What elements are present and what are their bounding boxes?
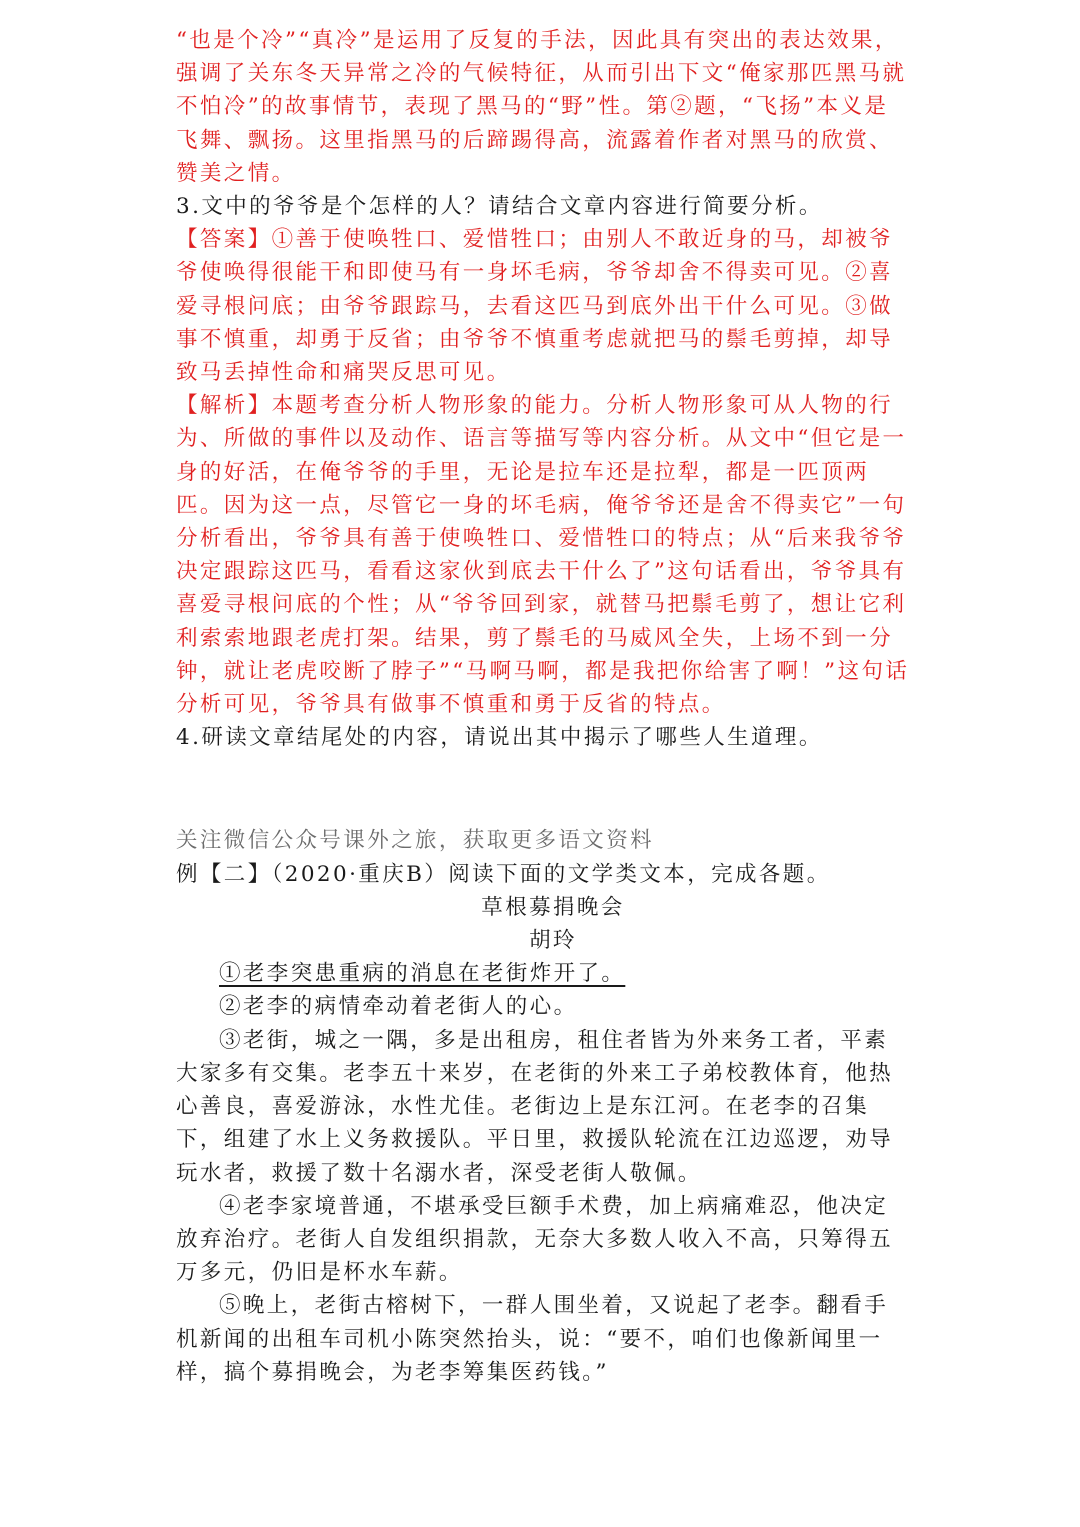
- article-paragraph-1: [176, 957, 910, 990]
- promo-note: 关注微信公众号课外之旅，获取更多语文资料: [176, 828, 655, 854]
- article-paragraph-3: ③老街，城之一隅，多是出租房，租住者皆为外来务工者，平素大家多有交集。老李五十来岁，在老街的外来工子弟校教体育，他热心善良，喜爱游泳，水性尤佳。老街边上是东江河。在老李的召集下，组建了水上义务救援队。平日里，救援队轮流在江边巡逻，劝导玩水者，救援了数十名溺水者，深受老街人敬佩。: [176, 1027, 894, 1186]
- previous-analysis-text: “也是个冷”“真冷”是运用了反复的手法，因此具有突出的表达效果，强调了关东冬天异常之冷的气候特征，从而引出下文“俺家那匹黑马就不怕冷”的故事情节，表现了黑马的“野”性。第②题，“飞扬”本义是飞舞、飘扬。这里指黑马的后蹄踢得高，流露着作者对黑马的欣赏、赞美之情。: [176, 28, 907, 186]
- article-author: 胡玲: [529, 928, 577, 954]
- underlined-sentence: ①老李突患重病的消息在老街炸开了。: [219, 961, 626, 987]
- question-4: 4.研读文章结尾处的内容，请说出其中揭示了哪些人生道理。: [176, 725, 823, 751]
- question-3: 3.文中的爷爷是个怎样的人？请结合文章内容进行简要分析。: [176, 194, 823, 220]
- article-title: 草根募捐晚会: [481, 894, 625, 920]
- article-paragraph-4: ④老李家境普通，不堪承受巨额手术费，加上病痛难忍，他决定放弃治疗。老街人自发组织捐款，无奈大多数人收入不高，只筹得五万多元，仍旧是杯水车薪。: [176, 1193, 894, 1286]
- answer-text: ①善于使唤牲口、爱惜牲口；由别人不敢近身的马，却被爷爷使唤得很能干和即使马有一身坏毛病，爷爷却舍不得卖可见。②喜爱寻根问底；由爷爷跟踪马，去看这匹马到底外出干什么可见。③做事不慎重，却勇于反省；由爷爷不慎重考虑就把马的鬃毛剪掉，却导致马丢掉性命和痛哭反思可见。: [176, 227, 894, 386]
- article-paragraph-2: ②老李的病情牵动着老街人的心。: [219, 994, 578, 1020]
- answer-block: [176, 223, 910, 389]
- analysis-block: [176, 389, 910, 721]
- analysis-tag: 【解析】: [176, 393, 272, 419]
- example-header: 例【二】（2020·重庆B）阅读下面的文学类文本，完成各题。: [176, 861, 831, 887]
- analysis-text: 本题考查分析人物形象的能力。分析人物形象可从人物的行为、所做的事件以及动作、语言等描写等内容分析。从文中“但它是一身的好活，在俺爷爷的手里，无论是拉车还是拉犁，都是一匹顶两匹。因为这一点，尽管它一身的坏毛病，俺爷爷还是舍不得卖它”一句分析看出，爷爷具有善于使唤牲口、爱惜牲口的特点；从“后来我爷爷决定跟踪这匹马，看看这家伙到底去干什么了”这句话看出，爷爷具有喜爱寻根问底的个性；从“爷爷回到家，就替马把鬃毛剪了，想让它利利索索地跟老虎打架。结果，剪了鬃毛的马威风全失，上场不到一分钟，就让老虎咬断了脖子”“马啊马啊，都是我把你给害了啊！”这句话分析可见，爷爷具有做事不慎重和勇于反省的特点。: [176, 393, 910, 718]
- answer-tag: 【答案】: [176, 227, 272, 253]
- article-paragraph-5: ⑤晚上，老街古榕树下，一群人围坐着，又说起了老李。翻看手机新闻的出租车司机小陈突然抬头，说：“要不，咱们也像新闻里一样，搞个募捐晚会，为老李筹集医药钱。”: [176, 1293, 889, 1385]
